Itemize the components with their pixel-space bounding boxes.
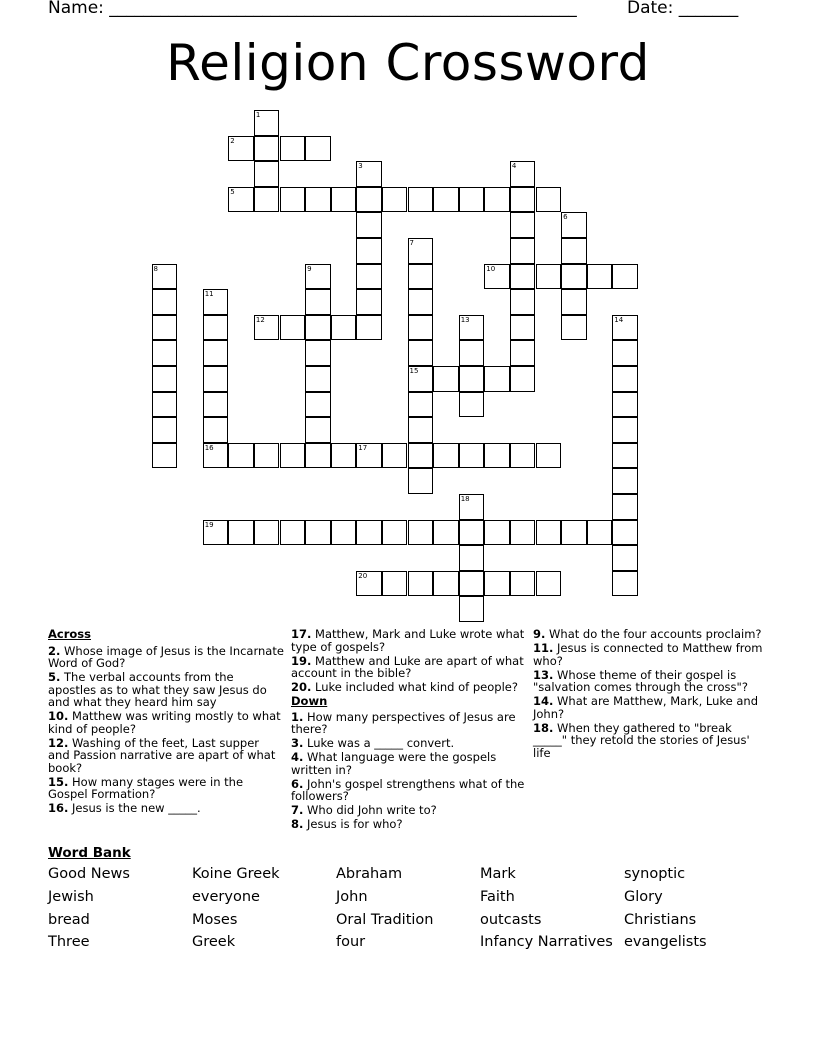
grid-cell[interactable] (254, 443, 280, 469)
clues-column-1 (48, 628, 284, 816)
grid-cell[interactable] (587, 264, 613, 290)
grid-cell[interactable] (203, 443, 229, 469)
word-bank-item: evangelists (624, 934, 707, 950)
grid-cell[interactable] (254, 136, 280, 162)
grid-cell[interactable] (280, 443, 306, 469)
clue-item-number: 12. (48, 735, 69, 750)
clue-item-number: 8. (291, 817, 304, 831)
grid-cell[interactable] (408, 520, 434, 546)
grid-cell[interactable] (280, 136, 306, 162)
grid-cell[interactable] (356, 315, 382, 341)
grid-cell[interactable] (459, 443, 485, 469)
grid-cell[interactable] (152, 289, 178, 315)
grid-cell[interactable] (305, 264, 331, 290)
clue-item-text: Whose theme of their gospel is "salvation comes through the cross"? (533, 667, 748, 694)
clue-item (533, 628, 769, 641)
clue-item-text: When they gathered to "break _____" they retold the stories of Jesus' life (533, 720, 750, 760)
grid-cell[interactable] (433, 520, 459, 546)
clue-number: 5 (230, 187, 235, 196)
grid-cell[interactable] (382, 520, 408, 546)
clue-item (48, 776, 284, 801)
grid-cell[interactable] (280, 187, 306, 213)
grid-cell[interactable] (408, 392, 434, 418)
grid-cell[interactable] (510, 366, 536, 392)
clue-item-text: Who did John write to? (303, 803, 437, 817)
clue-item (291, 711, 527, 736)
clue-number: 6 (563, 213, 568, 222)
grid-cell[interactable] (228, 136, 254, 162)
grid-cell[interactable] (408, 366, 434, 392)
grid-cell[interactable] (408, 571, 434, 597)
word-bank-item: bread (48, 912, 90, 928)
grid-cell[interactable] (408, 468, 434, 494)
grid-cell[interactable] (536, 443, 562, 469)
grid-cell[interactable] (459, 187, 485, 213)
grid-cell[interactable] (459, 315, 485, 341)
grid-cell[interactable] (203, 392, 229, 418)
grid-cell[interactable] (331, 443, 357, 469)
grid-cell[interactable] (561, 238, 587, 264)
grid-cell[interactable] (203, 289, 229, 315)
word-bank-item: four (336, 934, 366, 950)
word-bank-item: Jewish (48, 889, 94, 905)
grid-cell[interactable] (356, 571, 382, 597)
grid-cell[interactable] (408, 315, 434, 341)
grid-cell[interactable] (484, 264, 510, 290)
clue-item-number: 4. (291, 750, 304, 764)
grid-cell[interactable] (203, 417, 229, 443)
clue-item-text: Luke was a _____ convert. (303, 736, 455, 750)
clue-item-number: 13. (533, 667, 554, 682)
clue-number: 4 (511, 162, 517, 171)
word-bank-item: Mark (480, 866, 516, 882)
clue-number: 20 (358, 571, 368, 580)
grid-cell[interactable] (510, 571, 536, 597)
clue-item-number: 9. (533, 627, 546, 641)
word-bank-item: Good News (48, 866, 130, 882)
word-bank-item: Koine Greek (192, 866, 280, 882)
grid-cell[interactable] (254, 161, 280, 187)
grid-cell[interactable] (203, 366, 229, 392)
grid-cell[interactable] (203, 340, 229, 366)
grid-cell[interactable] (561, 315, 587, 341)
clue-number: 13 (460, 315, 470, 324)
clue-item (291, 737, 527, 750)
word-bank-item: synoptic (624, 866, 686, 882)
grid-cell[interactable] (152, 366, 178, 392)
clue-item (291, 778, 527, 803)
grid-cell[interactable] (408, 187, 434, 213)
grid-cell[interactable] (382, 571, 408, 597)
clue-number: 17 (358, 443, 368, 452)
grid-cell[interactable] (356, 238, 382, 264)
clue-number: 18 (460, 495, 470, 503)
grid-cell[interactable] (356, 520, 382, 546)
clue-item (291, 681, 527, 694)
word-bank-item: Faith (480, 889, 515, 905)
clue-item-text: Whose image of Jesus is the Incarnate Word of God? (48, 643, 284, 670)
clue-item-text: Matthew and Luke are apart of what account in the bible? (291, 653, 524, 680)
grid-cell[interactable] (536, 520, 562, 546)
clue-item-number: 1. (291, 709, 304, 724)
word-bank-item: Abraham (336, 866, 403, 882)
grid-cell[interactable] (203, 520, 229, 546)
clue-item-text: What are Matthew, Mark, Luke and John? (533, 694, 758, 721)
word-bank-heading: Word Bank (48, 845, 131, 861)
word-bank-item: Infancy Narratives (480, 934, 613, 950)
clue-item-text: Matthew, Mark and Luke wrote what type of gospels? (291, 627, 525, 654)
grid-cell[interactable] (433, 366, 459, 392)
grid-cell[interactable] (356, 443, 382, 469)
clue-number: 14 (614, 315, 624, 324)
grid-cell[interactable] (433, 571, 459, 597)
name-line[interactable]: Name: _______________________________________________________ (48, 0, 577, 18)
grid-cell[interactable] (356, 264, 382, 290)
grid-cell[interactable] (612, 264, 638, 290)
clues-column-3 (533, 628, 769, 761)
grid-cell[interactable] (561, 264, 587, 290)
clue-item-number: 19. (291, 653, 312, 668)
clue-item-text: Jesus is for who? (303, 817, 403, 831)
clue-number: 3 (358, 162, 363, 171)
grid-cell[interactable] (356, 187, 382, 213)
grid-cell[interactable] (305, 443, 331, 469)
grid-cell[interactable] (510, 520, 536, 546)
word-bank-item: John (336, 889, 368, 905)
grid-cell[interactable] (612, 443, 638, 469)
clue-item (291, 628, 527, 653)
grid-cell[interactable] (305, 392, 331, 418)
grid-cell[interactable] (356, 161, 382, 187)
grid-cell[interactable] (203, 315, 229, 341)
grid-cell[interactable] (612, 571, 638, 597)
clue-number: 10 (486, 264, 496, 273)
down-heading: Down (291, 694, 328, 708)
clue-item-number: 10. (48, 709, 69, 723)
grid-cell[interactable] (305, 520, 331, 546)
grid-cell[interactable] (459, 596, 485, 622)
clue-item-number: 5. (48, 670, 61, 684)
word-bank-item: Three (48, 934, 90, 950)
grid-cell[interactable] (587, 520, 613, 546)
grid-cell[interactable] (356, 289, 382, 315)
clue-item (291, 804, 527, 817)
grid-cell[interactable] (612, 366, 638, 392)
grid-cell[interactable] (331, 315, 357, 341)
grid-cell[interactable] (433, 443, 459, 469)
grid-cell[interactable] (510, 340, 536, 366)
grid-cell[interactable] (305, 315, 331, 341)
clue-number: 12 (255, 315, 265, 324)
grid-cell[interactable] (356, 212, 382, 238)
grid-cell[interactable] (510, 187, 536, 213)
grid-cell[interactable] (536, 571, 562, 597)
grid-cell[interactable] (152, 417, 178, 443)
grid-cell[interactable] (305, 136, 331, 162)
grid-cell[interactable] (408, 417, 434, 443)
grid-cell[interactable] (536, 264, 562, 290)
clue-number: 11 (204, 290, 214, 299)
clue-item-text: Washing of the feet, Last supper and Passion narrative are apart of what book? (48, 735, 276, 775)
grid-cell[interactable] (510, 443, 536, 469)
clue-item (291, 655, 527, 680)
grid-cell[interactable] (484, 366, 510, 392)
clue-item-number: 7. (291, 803, 304, 817)
grid-cell[interactable] (612, 417, 638, 443)
clue-item-text: What do the four accounts proclaim? (545, 627, 762, 641)
grid-cell[interactable] (612, 340, 638, 366)
grid-cell[interactable] (305, 289, 331, 315)
clue-item-number: 17. (291, 627, 312, 641)
grid-cell[interactable] (612, 468, 638, 494)
clue-item-text: What language were the gospels written in? (291, 750, 497, 777)
date-line[interactable]: Date: _______ (627, 0, 739, 18)
clue-item-text: How many stages were in the Gospel Formation? (48, 774, 244, 801)
grid-cell[interactable] (510, 212, 536, 238)
grid-cell[interactable] (408, 340, 434, 366)
grid-cell[interactable] (459, 545, 485, 571)
grid-cell[interactable] (510, 289, 536, 315)
grid-cell[interactable] (254, 520, 280, 546)
grid-cell[interactable] (228, 187, 254, 213)
clue-item-text: The verbal accounts from the apostles as to what they saw Jesus do and what they heard him say (48, 670, 267, 709)
clue-item-number: 3. (291, 736, 304, 750)
grid-cell[interactable] (331, 187, 357, 213)
clue-item (291, 751, 527, 776)
clue-item-text: Matthew was writing mostly to what kind of people? (48, 709, 281, 736)
clue-item-text: John's gospel strengthens what of the followers? (291, 776, 525, 803)
word-bank-item: Oral Tradition (336, 912, 434, 928)
clue-item (533, 642, 769, 667)
word-bank-item: everyone (192, 889, 260, 905)
clue-number: 7 (409, 239, 414, 247)
clue-item-number: 18. (533, 720, 554, 735)
grid-cell[interactable] (484, 187, 510, 213)
clue-item (48, 645, 284, 670)
clue-item-number: 2. (48, 643, 61, 658)
word-bank-item: Christians (624, 912, 697, 928)
grid-cell[interactable] (331, 520, 357, 546)
clue-item (48, 802, 284, 815)
clue-item-number: 15. (48, 774, 69, 789)
grid-cell[interactable] (254, 187, 280, 213)
grid-cell[interactable] (305, 366, 331, 392)
word-bank-item: Moses (192, 912, 238, 928)
grid-cell[interactable] (152, 392, 178, 418)
page-title: Religion Crossword (166, 34, 650, 92)
clue-number: 15 (409, 367, 419, 375)
grid-cell[interactable] (612, 520, 638, 546)
grid-cell[interactable] (305, 340, 331, 366)
grid-cell[interactable] (280, 315, 306, 341)
grid-cell[interactable] (152, 340, 178, 366)
grid-cell[interactable] (561, 212, 587, 238)
clue-item-number: 6. (291, 776, 304, 791)
grid-cell[interactable] (305, 187, 331, 213)
grid-cell[interactable] (510, 161, 536, 187)
grid-cell[interactable] (484, 571, 510, 597)
grid-cell[interactable] (382, 187, 408, 213)
across-heading: Across (48, 627, 91, 641)
grid-cell[interactable] (510, 315, 536, 341)
clue-item (533, 669, 769, 694)
clue-item-text: Luke included what kind of people? (311, 680, 518, 694)
clue-item (48, 737, 284, 775)
grid-cell[interactable] (612, 494, 638, 520)
grid-cell[interactable] (459, 494, 485, 520)
clue-item (48, 671, 284, 709)
grid-cell[interactable] (561, 520, 587, 546)
word-bank-item: outcasts (480, 912, 542, 928)
grid-cell[interactable] (280, 520, 306, 546)
grid-cell[interactable] (459, 340, 485, 366)
grid-cell[interactable] (408, 238, 434, 264)
grid-cell[interactable] (459, 392, 485, 418)
clue-item-text: Jesus is the new _____. (68, 801, 201, 815)
grid-cell[interactable] (254, 315, 280, 341)
grid-cell[interactable] (152, 443, 178, 469)
grid-cell[interactable] (484, 443, 510, 469)
clue-item-number: 11. (533, 641, 554, 655)
grid-cell[interactable] (433, 187, 459, 213)
clues-column-2 (291, 628, 527, 832)
grid-cell[interactable] (408, 443, 434, 469)
clue-item-text: How many perspectives of Jesus are there? (291, 709, 516, 736)
clue-item-text: Jesus is connected to Matthew from who? (533, 641, 763, 668)
grid-cell[interactable] (152, 264, 178, 290)
grid-cell[interactable] (408, 264, 434, 290)
grid-cell[interactable] (459, 571, 485, 597)
clue-number: 9 (307, 264, 312, 273)
clue-item-number: 16. (48, 801, 69, 815)
grid-cell[interactable] (305, 417, 331, 443)
clue-item (48, 710, 284, 735)
clue-item-number: 14. (533, 694, 554, 708)
clue-number: 8 (153, 264, 158, 273)
grid-cell[interactable] (612, 392, 638, 418)
grid-cell[interactable] (459, 366, 485, 392)
clue-number: 19 (204, 520, 214, 529)
grid-cell[interactable] (510, 238, 536, 264)
grid-cell[interactable] (152, 315, 178, 341)
clue-number: 16 (204, 443, 214, 452)
clue-number: 1 (255, 111, 261, 119)
grid-cell[interactable] (459, 520, 485, 546)
clue-item (291, 818, 527, 831)
grid-cell[interactable] (254, 110, 280, 136)
grid-cell[interactable] (408, 289, 434, 315)
grid-cell[interactable] (382, 443, 408, 469)
clue-item (533, 722, 769, 760)
word-bank-item: Glory (624, 889, 663, 905)
clue-number: 2 (230, 136, 235, 145)
grid-cell[interactable] (536, 187, 562, 213)
clue-item-number: 20. (291, 680, 312, 694)
clue-item (533, 695, 769, 720)
grid-cell[interactable] (510, 264, 536, 290)
grid-cell[interactable] (484, 520, 510, 546)
word-bank-item: Greek (192, 934, 236, 950)
grid-cell[interactable] (228, 443, 254, 469)
grid-cell[interactable] (612, 315, 638, 341)
grid-cell[interactable] (561, 289, 587, 315)
grid-cell[interactable] (612, 545, 638, 571)
grid-cell[interactable] (228, 520, 254, 546)
